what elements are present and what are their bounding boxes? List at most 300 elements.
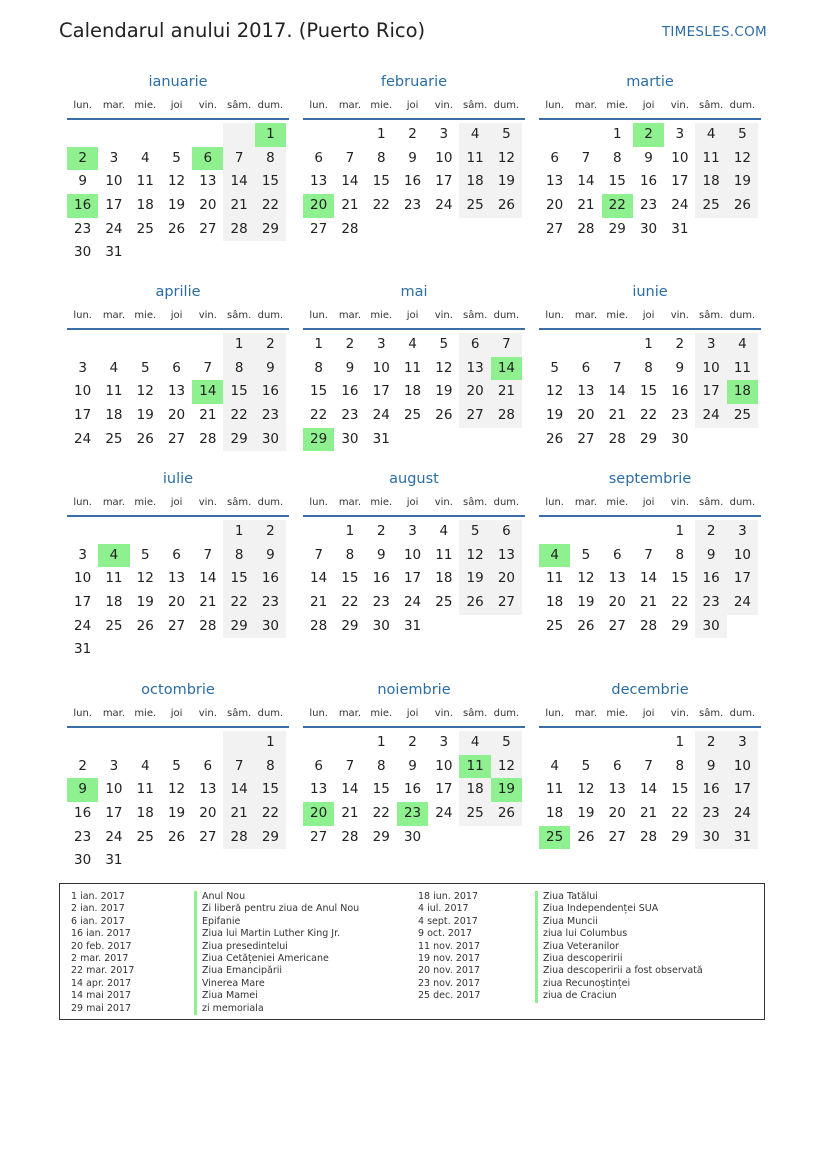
day-cell: 20 — [546, 197, 564, 214]
empty-cell — [192, 520, 223, 544]
day-cell: 19 — [459, 567, 490, 591]
day-cell: 10 — [727, 755, 758, 779]
day-cell: 19 — [546, 407, 564, 424]
day-cell: 6 — [203, 757, 213, 774]
empty-cell — [130, 123, 161, 147]
weekday-label: mar. — [574, 100, 598, 111]
day-cell: 6 — [612, 546, 622, 563]
day-cell: 14 — [223, 778, 254, 802]
day-cell: 14 — [341, 781, 359, 798]
weekday-header — [303, 704, 525, 728]
day-cell: 14 — [223, 170, 254, 194]
legend-date: 2 ian. 2017 — [71, 903, 125, 915]
weekday-label: lun. — [545, 497, 564, 508]
empty-cell — [161, 520, 192, 544]
day-cell: 29 — [255, 218, 286, 242]
day-cell: 17 — [435, 781, 453, 798]
day-cell: 24 — [403, 594, 422, 611]
day-cell: 25 — [546, 617, 564, 634]
day-cell: 22 — [372, 805, 390, 822]
day-cell: 25 — [539, 826, 570, 850]
day-cell: 6 — [459, 333, 490, 357]
day-cell: 6 — [172, 359, 181, 376]
weekday-label: sâm. — [463, 100, 488, 111]
day-cell: 22 — [223, 591, 254, 615]
day-cell: 20 — [167, 594, 186, 611]
day-cell: 29 — [255, 826, 286, 850]
site-link[interactable]: TIMESLES.COM — [661, 24, 767, 40]
day-cell: 25 — [695, 194, 726, 218]
empty-cell — [727, 615, 758, 639]
month-aprilie — [67, 278, 289, 451]
day-cell: 31 — [671, 220, 689, 237]
weekday-label: sâm. — [227, 708, 252, 719]
day-cell: 4 — [695, 123, 726, 147]
day-cell: 3 — [695, 333, 726, 357]
weekday-label: vin. — [198, 310, 217, 321]
weekday-label: mar. — [102, 310, 126, 321]
legend-date: 18 iun. 2017 — [418, 891, 479, 902]
weekday-label: sâm. — [463, 497, 488, 508]
empty-cell — [98, 638, 129, 662]
weekday-label: lun. — [545, 100, 564, 111]
day-cell: 9 — [67, 778, 98, 802]
day-cell: 13 — [199, 173, 217, 190]
day-cell: 25 — [727, 404, 758, 428]
day-cell: 6 — [581, 359, 591, 376]
legend-holiday-name: Epifanie — [194, 916, 359, 928]
day-cell: 2 — [376, 523, 386, 539]
day-grid — [303, 520, 525, 638]
day-cell: 3 — [408, 523, 417, 539]
day-cell: 4 — [98, 544, 129, 568]
day-cell: 17 — [671, 173, 689, 190]
day-cell: 30 — [695, 826, 726, 850]
legend-dates-column — [71, 891, 134, 1015]
day-cell: 8 — [644, 359, 653, 376]
day-cell: 26 — [491, 194, 522, 218]
day-cell: 23 — [255, 404, 286, 428]
day-cell: 25 — [105, 617, 123, 634]
empty-cell — [67, 731, 98, 755]
month-title: mai — [400, 284, 428, 300]
weekday-label: dum. — [729, 100, 756, 111]
day-cell: 13 — [577, 383, 595, 400]
day-cell: 17 — [105, 197, 123, 214]
day-cell: 9 — [644, 149, 653, 166]
empty-cell — [223, 123, 254, 147]
day-cell: 4 — [550, 757, 559, 774]
day-cell: 2 — [345, 336, 355, 352]
day-cell: 8 — [314, 359, 323, 376]
day-cell: 25 — [105, 430, 123, 447]
day-cell: 14 — [491, 357, 522, 381]
day-cell: 8 — [255, 147, 286, 171]
weekday-label: sâm. — [227, 100, 252, 111]
day-cell: 18 — [459, 170, 490, 194]
weekday-header — [539, 493, 761, 517]
legend-holiday-name: Anul Nou — [194, 891, 359, 903]
day-cell: 4 — [140, 149, 150, 166]
day-cell: 15 — [671, 570, 689, 587]
empty-cell — [98, 333, 129, 357]
day-cell: 26 — [435, 407, 453, 424]
day-cell: 1 — [223, 520, 254, 544]
empty-cell — [130, 849, 161, 873]
day-cell: 1 — [675, 523, 685, 539]
day-cell: 22 — [671, 805, 689, 822]
day-cell: 10 — [105, 173, 123, 190]
day-cell: 3 — [439, 734, 449, 750]
weekday-header — [67, 493, 289, 517]
day-cell: 23 — [341, 407, 359, 424]
weekday-label: mar. — [102, 708, 126, 719]
day-cell: 13 — [167, 383, 186, 400]
empty-cell — [255, 241, 286, 265]
day-cell: 1 — [376, 126, 386, 142]
empty-cell — [98, 123, 129, 147]
empty-cell — [397, 218, 428, 242]
day-cell: 3 — [376, 336, 386, 352]
day-cell: 13 — [608, 781, 626, 798]
day-cell: 3 — [439, 126, 449, 142]
empty-cell — [539, 731, 570, 755]
empty-cell — [130, 241, 161, 265]
day-cell: 5 — [491, 731, 522, 755]
empty-cell — [570, 123, 601, 147]
day-cell: 1 — [644, 336, 653, 352]
day-cell: 5 — [172, 757, 181, 774]
day-cell: 14 — [199, 570, 217, 587]
day-cell: 6 — [314, 149, 323, 166]
empty-cell — [98, 520, 129, 544]
day-cell: 18 — [136, 805, 154, 822]
weekday-label: sâm. — [699, 310, 724, 321]
day-cell: 14 — [341, 173, 359, 190]
empty-cell — [428, 826, 459, 850]
day-cell: 4 — [727, 333, 758, 357]
day-cell: 18 — [727, 380, 758, 404]
weekday-label: joi — [170, 497, 183, 508]
day-cell: 20 — [303, 802, 334, 826]
empty-cell — [161, 638, 192, 662]
weekday-label: vin. — [670, 100, 689, 111]
day-cell: 10 — [695, 357, 726, 381]
month-iulie — [67, 465, 289, 662]
day-cell: 4 — [539, 544, 570, 568]
weekday-header — [67, 96, 289, 120]
day-cell: 8 — [675, 546, 685, 563]
day-cell: 8 — [675, 757, 685, 774]
day-cell: 4 — [140, 757, 150, 774]
day-cell: 18 — [546, 594, 564, 611]
day-cell: 16 — [341, 383, 359, 400]
weekday-header — [539, 306, 761, 330]
day-cell: 7 — [612, 359, 622, 376]
day-cell: 9 — [376, 546, 386, 563]
weekday-label: mar. — [338, 708, 362, 719]
day-cell: 22 — [341, 594, 359, 611]
day-cell: 2 — [255, 520, 286, 544]
day-cell: 1 — [255, 731, 286, 755]
empty-cell — [192, 849, 223, 873]
weekday-label: lun. — [73, 497, 92, 508]
legend-holiday-name: Zi liberă pentru ziua de Anul Nou — [194, 903, 359, 915]
day-cell: 7 — [581, 149, 591, 166]
day-cell: 12 — [491, 147, 522, 171]
day-cell: 18 — [435, 570, 453, 587]
day-grid — [539, 123, 761, 241]
holiday-legend — [59, 883, 765, 1020]
day-cell: 17 — [372, 383, 390, 400]
day-cell: 27 — [167, 617, 186, 634]
weekday-label: mie. — [370, 310, 393, 321]
day-cell: 23 — [639, 197, 658, 214]
day-cell: 10 — [74, 383, 92, 400]
day-cell: 30 — [341, 430, 359, 447]
weekday-label: vin. — [434, 497, 453, 508]
day-cell: 24 — [695, 404, 726, 428]
day-cell: 10 — [435, 149, 453, 166]
day-cell: 5 — [550, 359, 559, 376]
weekday-label: joi — [642, 100, 655, 111]
legend-holiday-name: ziua lui Columbus — [535, 928, 703, 940]
day-cell: 5 — [459, 520, 490, 544]
day-cell: 23 — [255, 591, 286, 615]
empty-cell — [539, 333, 570, 357]
day-cell: 17 — [695, 380, 726, 404]
day-cell: 19 — [491, 778, 522, 802]
day-cell: 11 — [435, 546, 453, 563]
empty-cell — [303, 123, 334, 147]
day-cell: 14 — [310, 570, 328, 587]
weekday-label: mar. — [102, 100, 126, 111]
legend-date: 2 mar. 2017 — [71, 952, 129, 964]
day-cell: 16 — [255, 567, 286, 591]
weekday-label: mie. — [134, 100, 157, 111]
legend-dates-column — [418, 891, 480, 1003]
legend-date: 4 iul. 2017 — [418, 903, 469, 915]
weekday-label: joi — [406, 497, 419, 508]
legend-date: 19 nov. 2017 — [418, 952, 481, 964]
day-cell: 6 — [192, 147, 223, 171]
day-cell: 21 — [639, 805, 658, 822]
month-title: august — [389, 471, 439, 487]
day-cell: 10 — [671, 149, 689, 166]
day-cell: 18 — [546, 805, 564, 822]
weekday-label: mie. — [606, 310, 629, 321]
day-cell: 22 — [372, 197, 390, 214]
day-cell: 3 — [78, 546, 87, 563]
day-cell: 2 — [633, 123, 664, 147]
day-cell: 20 — [199, 197, 217, 214]
day-cell: 8 — [223, 544, 254, 568]
day-cell: 22 — [310, 407, 328, 424]
day-cell: 29 — [341, 617, 359, 634]
day-cell: 12 — [459, 544, 490, 568]
day-cell: 13 — [310, 781, 328, 798]
empty-cell — [223, 731, 254, 755]
day-cell: 29 — [608, 220, 626, 237]
day-cell: 28 — [341, 828, 359, 845]
day-cell: 18 — [459, 778, 490, 802]
weekday-label: lun. — [73, 708, 92, 719]
weekday-label: lun. — [73, 310, 92, 321]
day-cell: 6 — [550, 149, 559, 166]
day-cell: 27 — [199, 828, 217, 845]
day-cell: 11 — [546, 570, 564, 587]
page-title: Calendarul anului 2017. (Puerto Rico) — [59, 19, 426, 42]
weekday-header — [303, 96, 525, 120]
day-cell: 17 — [74, 594, 92, 611]
day-cell: 9 — [255, 357, 286, 381]
day-cell: 31 — [105, 852, 123, 869]
empty-cell — [130, 638, 161, 662]
empty-cell — [161, 849, 192, 873]
day-cell: 24 — [727, 802, 758, 826]
day-cell: 18 — [695, 170, 726, 194]
legend-date: 20 nov. 2017 — [418, 965, 481, 977]
weekday-label: mie. — [134, 310, 157, 321]
legend-date: 14 apr. 2017 — [71, 977, 132, 989]
day-cell: 23 — [372, 594, 390, 611]
day-cell: 7 — [644, 546, 653, 563]
day-cell: 2 — [695, 520, 726, 544]
day-cell: 27 — [491, 591, 522, 615]
month-februarie — [303, 68, 525, 241]
weekday-header — [539, 96, 761, 120]
day-cell: 10 — [372, 359, 390, 376]
day-cell: 12 — [546, 383, 564, 400]
day-cell: 16 — [695, 778, 726, 802]
day-cell: 13 — [199, 781, 217, 798]
day-cell: 15 — [372, 173, 390, 190]
legend-holiday-name: ziua Recunoștinței — [535, 978, 703, 990]
day-cell: 10 — [74, 570, 92, 587]
day-cell: 27 — [310, 220, 328, 237]
empty-cell — [98, 731, 129, 755]
empty-cell — [491, 218, 522, 242]
weekday-label: vin. — [670, 310, 689, 321]
weekday-label: mie. — [606, 100, 629, 111]
day-cell: 7 — [491, 333, 522, 357]
day-cell: 8 — [612, 149, 622, 166]
month-decembrie — [539, 676, 761, 849]
day-cell: 22 — [255, 194, 286, 218]
empty-cell — [130, 731, 161, 755]
legend-date: 22 mar. 2017 — [71, 965, 135, 977]
day-cell: 13 — [608, 570, 626, 587]
day-cell: 17 — [105, 805, 123, 822]
day-cell: 10 — [105, 781, 123, 798]
day-cell: 29 — [223, 615, 254, 639]
day-cell: 30 — [255, 428, 286, 452]
day-cell: 15 — [341, 570, 359, 587]
weekday-label: joi — [170, 100, 183, 111]
day-cell: 2 — [67, 147, 98, 171]
weekday-label: mie. — [370, 708, 393, 719]
weekday-label: dum. — [493, 497, 520, 508]
day-cell: 29 — [303, 428, 334, 452]
day-cell: 22 — [602, 194, 633, 218]
day-grid — [67, 123, 289, 265]
day-cell: 5 — [172, 149, 181, 166]
day-cell: 26 — [577, 828, 595, 845]
day-grid — [303, 123, 525, 241]
day-cell: 4 — [439, 523, 449, 539]
day-cell: 31 — [727, 826, 758, 850]
empty-cell — [727, 218, 758, 242]
weekday-label: dum. — [493, 708, 520, 719]
empty-cell — [459, 615, 490, 639]
day-cell: 30 — [74, 244, 92, 261]
legend-date: 29 mai 2017 — [71, 1002, 132, 1014]
day-cell: 21 — [341, 197, 359, 214]
day-cell: 17 — [74, 407, 92, 424]
empty-cell — [192, 241, 223, 265]
day-cell: 19 — [136, 407, 154, 424]
weekday-label: mie. — [134, 708, 157, 719]
day-cell: 4 — [459, 123, 490, 147]
day-cell: 21 — [608, 407, 626, 424]
day-cell: 3 — [78, 359, 87, 376]
day-cell: 15 — [310, 383, 328, 400]
day-cell: 9 — [695, 544, 726, 568]
day-cell: 11 — [459, 755, 490, 779]
weekday-label: sâm. — [699, 497, 724, 508]
day-cell: 31 — [372, 430, 390, 447]
day-cell: 24 — [435, 805, 453, 822]
day-cell: 23 — [695, 802, 726, 826]
day-cell: 19 — [167, 805, 186, 822]
day-cell: 21 — [639, 594, 658, 611]
legend-date: 1 ian. 2017 — [71, 891, 125, 902]
day-cell: 31 — [74, 641, 92, 658]
empty-cell — [570, 333, 601, 357]
weekday-header — [539, 704, 761, 728]
day-cell: 5 — [727, 123, 758, 147]
day-cell: 11 — [727, 357, 758, 381]
day-cell: 5 — [491, 123, 522, 147]
day-cell: 15 — [671, 781, 689, 798]
day-cell: 14 — [639, 570, 658, 587]
empty-cell — [130, 520, 161, 544]
empty-cell — [334, 123, 365, 147]
day-cell: 30 — [639, 220, 658, 237]
day-cell: 12 — [435, 359, 453, 376]
day-cell: 12 — [136, 570, 154, 587]
day-cell: 15 — [223, 380, 254, 404]
day-cell: 16 — [403, 173, 422, 190]
day-cell: 7 — [644, 757, 653, 774]
day-cell: 18 — [403, 383, 422, 400]
legend-holiday-name: Ziua Muncii — [535, 916, 703, 928]
day-cell: 1 — [612, 126, 622, 142]
legend-holiday-name: Ziua Mamei — [194, 990, 359, 1002]
weekday-label: lun. — [309, 100, 328, 111]
day-cell: 3 — [675, 126, 685, 142]
day-cell: 7 — [203, 359, 213, 376]
empty-cell — [570, 520, 601, 544]
empty-cell — [67, 333, 98, 357]
weekday-label: mie. — [370, 497, 393, 508]
day-cell: 21 — [491, 380, 522, 404]
day-cell: 2 — [675, 336, 685, 352]
empty-cell — [491, 826, 522, 850]
weekday-label: mar. — [574, 310, 598, 321]
empty-cell — [161, 731, 192, 755]
day-cell: 24 — [372, 407, 390, 424]
